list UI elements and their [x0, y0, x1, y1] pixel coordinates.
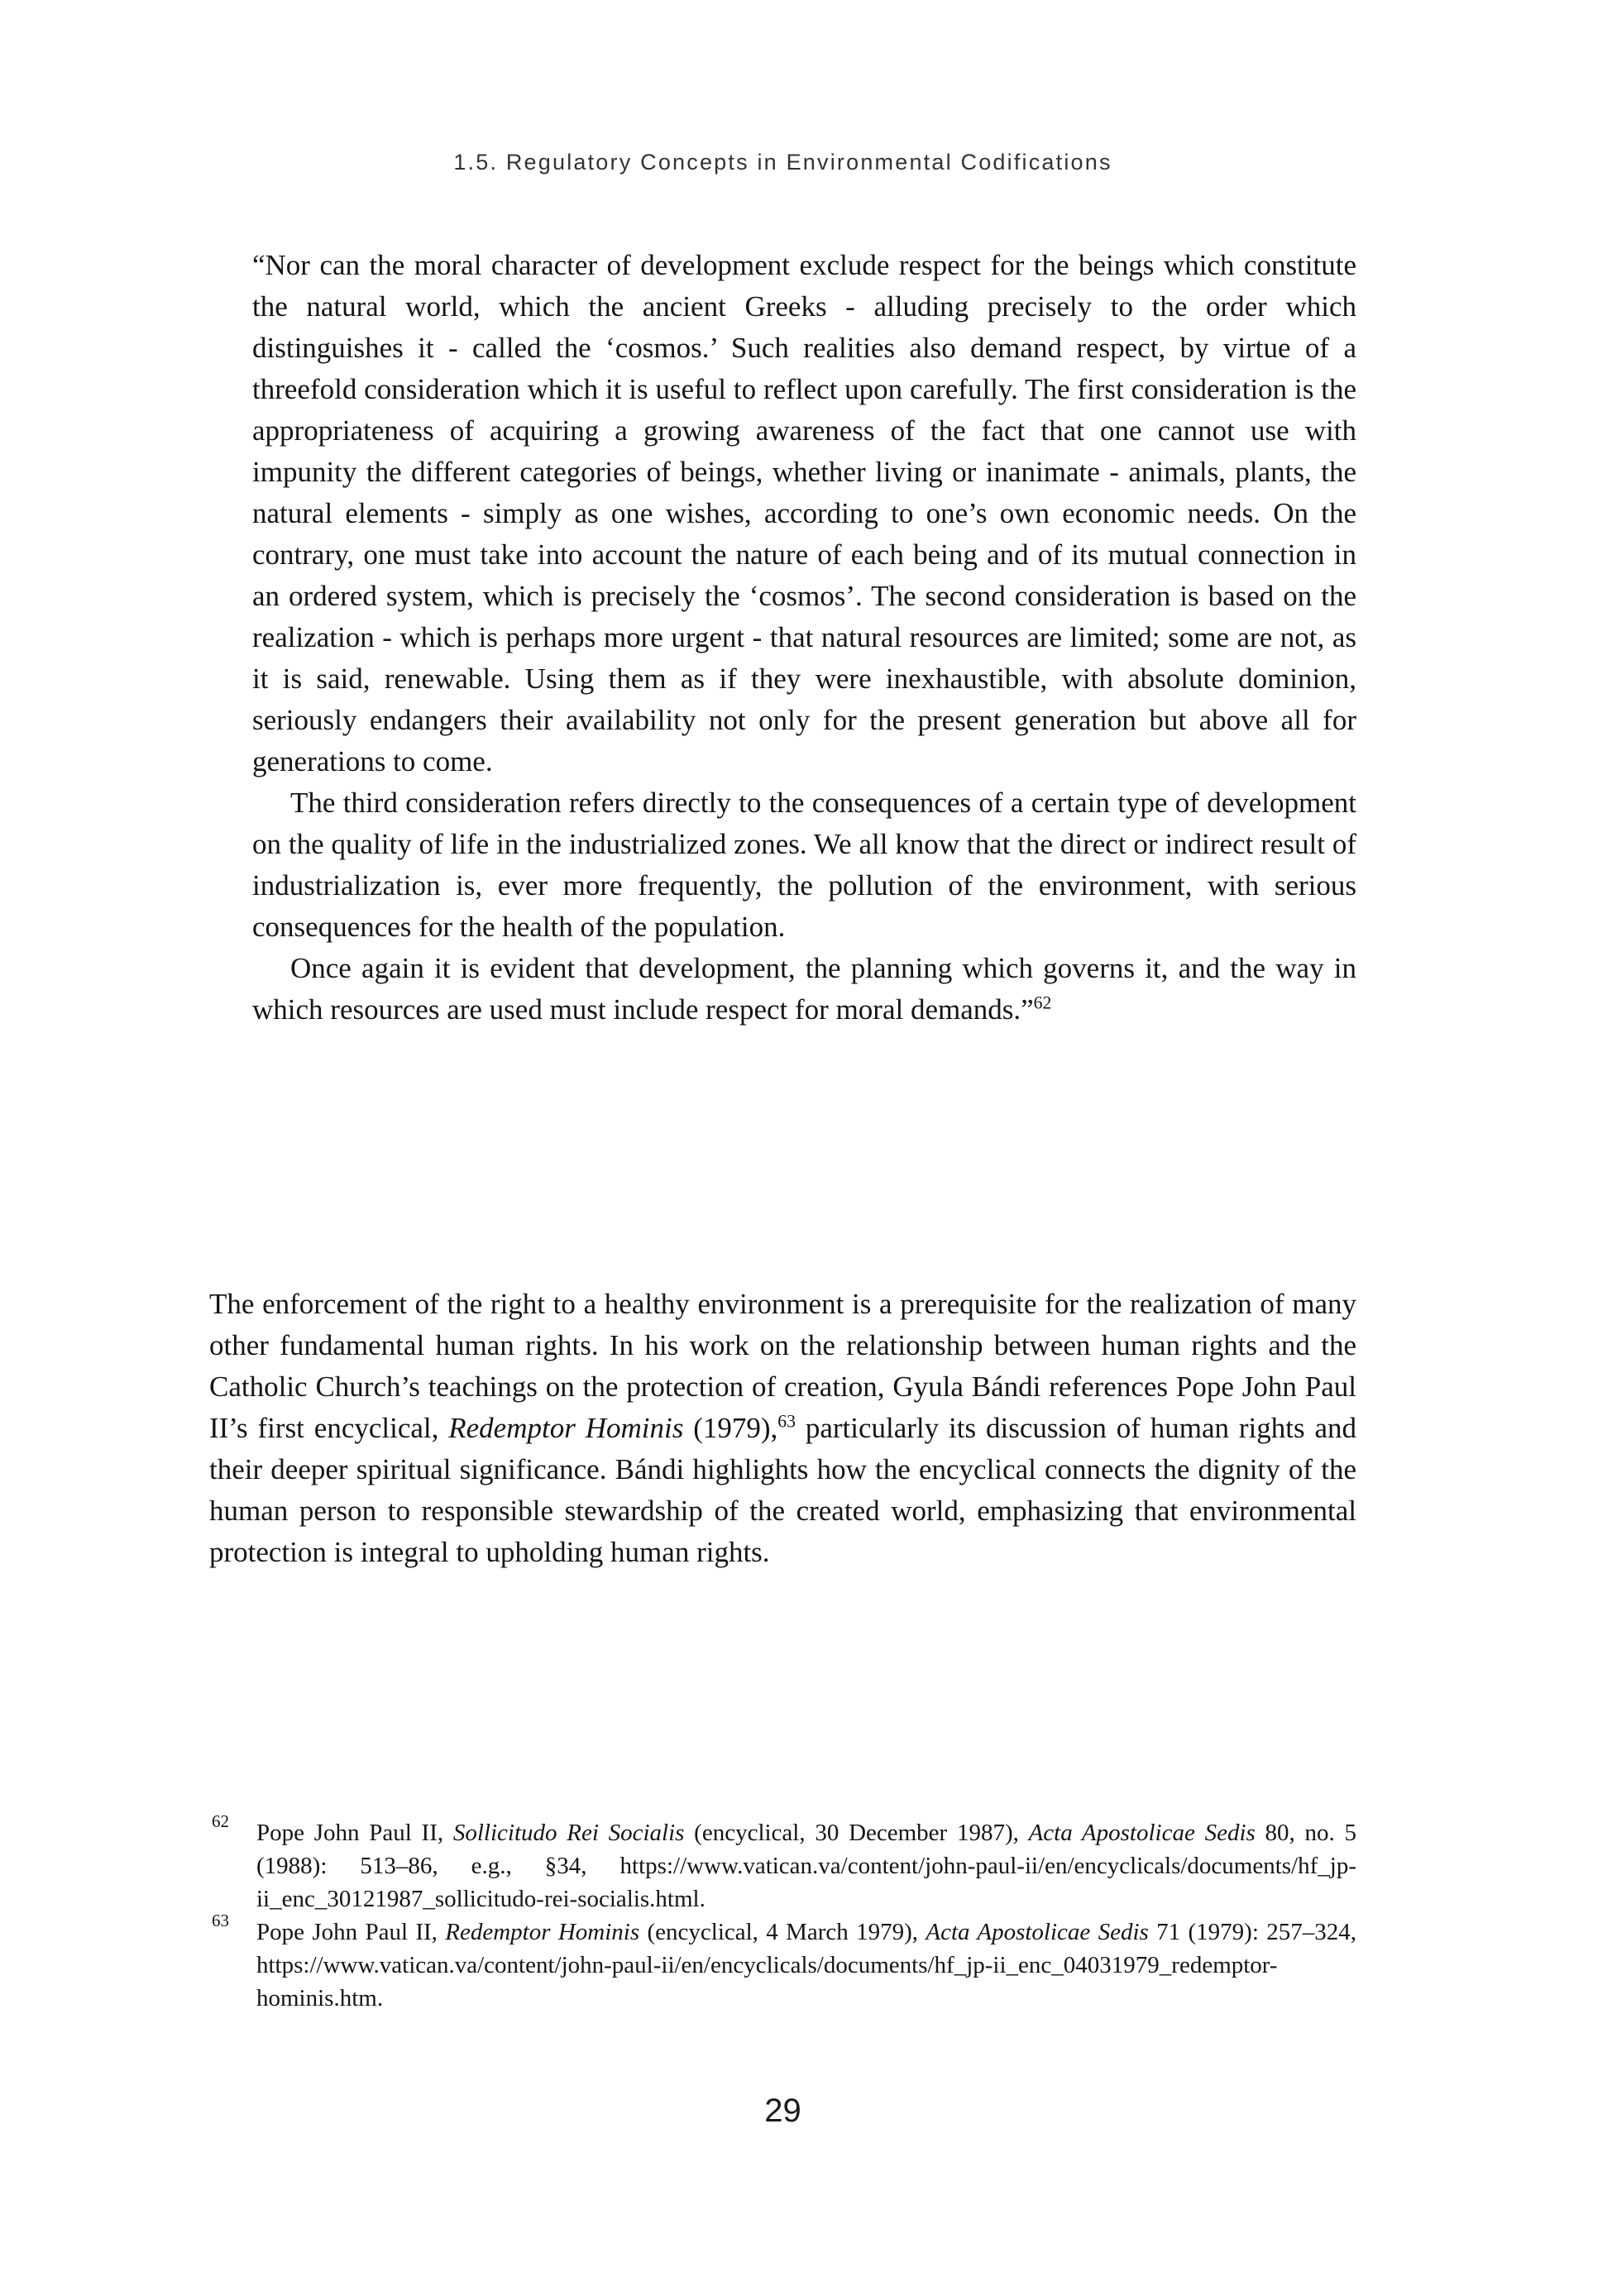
body-paragraph: [209, 1284, 1356, 1573]
footnote-63-author: Pope John Paul II,: [256, 1919, 446, 1945]
footnote-62-number: 62: [212, 1811, 229, 1831]
footnote-63-mid: (encyclical, 4 March 1979),: [639, 1919, 926, 1945]
block-quote: [252, 245, 1356, 1031]
page-number: 29: [764, 2093, 801, 2129]
footnote-63-title: Redemptor Hominis: [445, 1919, 640, 1945]
footnote-63-rest: 71 (1979): 257–324, https://www.vatican.va/content/john-paul-ii/en/encyclicals/documents/hf_jp-ii_enc_04031979_redemptor-hominis.htm.: [256, 1919, 1356, 2011]
footnote-ref-62: 62: [1033, 993, 1052, 1013]
body-text-mid: (1979),: [683, 1412, 778, 1444]
quote-paragraph-2: The third consideration refers directly to the consequences of a certain type of development on the quality of life in the industrialized zones. We all know that the direct or indirect result of industrialization is, ever more frequently, the pollution of the environment, with serious consequences for the health of the population.: [252, 787, 1356, 943]
footnote-62: [209, 1811, 1356, 1916]
footnote-62-author: Pope John Paul II,: [256, 1820, 453, 1846]
quote-paragraph-3: [252, 948, 1356, 1031]
footnote-63-number: 63: [212, 1911, 229, 1930]
footnote-62-title: Sollicitudo Rei Socialis: [452, 1820, 685, 1846]
body-text-pre: The enforcement of the right to a healthy environment is a prerequisite for the realization of many other fundamental human rights. In his work on the relationship between human rights and the Catholic Church’s teachings on the protection of creation, Gyula Bándi references Pope John Paul II’s first encyclical,: [209, 1288, 1356, 1444]
footnote-62-rest: 80, no. 5 (1988): 513–86, e.g., §34, https://www.vatican.va/content/john-paul-ii/en/encyclicals/documents/hf_jp-ii_enc_30121987_sollicitudo-rei-socialis.html.: [256, 1820, 1356, 1912]
footnotes-section: [209, 1811, 1356, 2015]
footnote-62-journal: Acta Apostolicae Sedis: [1028, 1820, 1256, 1846]
body-text-post: particularly its discussion of human rights and their deeper spiritual significance. Bándi highlights how the encyclical connects the dignity of the human person to responsible stewardship of the created world, emphasizing that environmental protection is integral to upholding human rights.: [209, 1412, 1356, 1568]
footnote-63-journal: Acta Apostolicae Sedis: [926, 1919, 1149, 1945]
quote-paragraph-3-text: Once again it is evident that development, the planning which governs it, and the way in which resources are used must include respect for moral demands.”: [252, 952, 1356, 1026]
footnote-63: [209, 1911, 1356, 2015]
footnote-ref-63: 63: [777, 1411, 796, 1432]
italic-encyclical-title: Redemptor Hominis: [448, 1412, 684, 1444]
quote-paragraph-1: “Nor can the moral character of development exclude respect for the beings which constitute the natural world, which the ancient Greeks - alluding precisely to the order which distinguishes it - called the ‘cosmos.’ Such realities also demand respect, by virtue of a threefold consideration which it is useful to reflect upon carefully. The first consideration is the appropriateness of acquiring a growing awareness of the fact that one cannot use with impunity the different categories of beings, whether living or inanimate - animals, plants, the natural elements - simply as one wishes, according to one’s own economic needs. On the contrary, one must take into account the nature of each being and of its mutual connection in an ordered system, which is precisely the ‘cosmos’. The second consideration is based on the realization - which is perhaps more urgent - that natural resources are limited; some are not, as it is said, renewable. Using them as if they were inexhaustible, with absolute dominion, seriously endangers their availability not only for the present generation but above all for generations to come.: [252, 249, 1356, 777]
footnote-62-mid: (encyclical, 30 December 1987),: [684, 1820, 1029, 1846]
running-head: 1.5. Regulatory Concepts in Environmental Codifications: [453, 150, 1112, 175]
